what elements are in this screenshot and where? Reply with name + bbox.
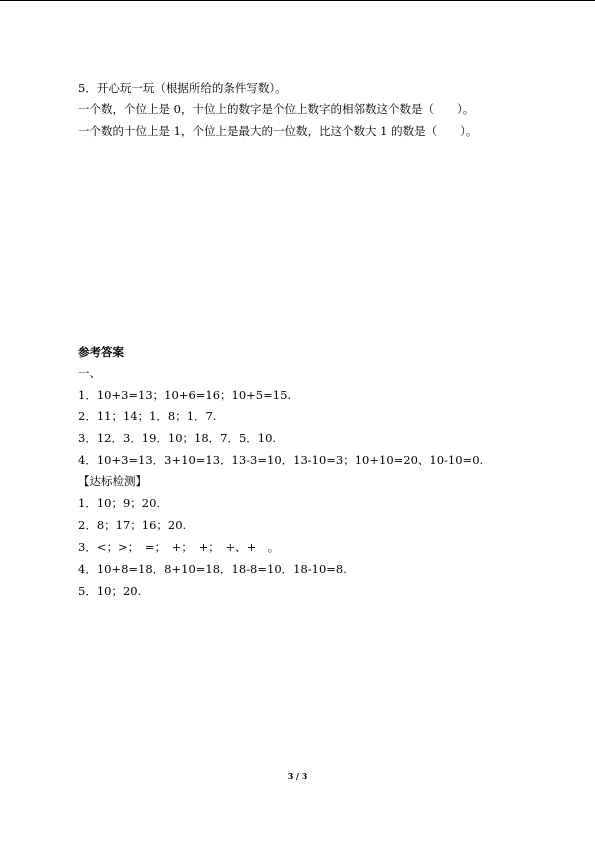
page-number: 3 / 3 bbox=[287, 771, 308, 781]
question-5-line-2: 一个数的十位上是 1，个位上是最大的一位数，比这个数大 1 的数是（ ）。 bbox=[78, 124, 478, 138]
answers-section2-label: 【达标检测】 bbox=[78, 474, 147, 488]
answer-line: 1．10；9；20. bbox=[78, 496, 161, 510]
top-rule bbox=[0, 0, 595, 1]
answers-heading: 参考答案 bbox=[78, 345, 124, 359]
answer-line: 2．8；17；16；20. bbox=[78, 518, 187, 532]
question-5-line-1: 一个数，个位上是 0，十位上的数字是个位上数字的相邻数这个数是（ ）。 bbox=[78, 102, 475, 116]
answers-part1-label: 一、 bbox=[78, 366, 101, 380]
question-5-title: 5．开心玩一玩（根据所给的条件写数）。 bbox=[78, 81, 287, 95]
answer-line: 3．<；>； =； +； +； +、+ 。 bbox=[78, 540, 280, 554]
answer-line: 2．11；14；1．8；1．7. bbox=[78, 409, 217, 423]
answer-line: 4．10+8=18．8+10=18．18-8=10．18-10=8. bbox=[78, 562, 347, 576]
answer-line: 1．10+3=13；10+6=16；10+5=15. bbox=[78, 388, 292, 402]
answer-line: 4．10+3=13．3+10=13．13-3=10．13-10=3；10+10=20、10-10=0. bbox=[78, 453, 484, 467]
answer-line: 3．12．3．19．10；18．7．5．10. bbox=[78, 431, 277, 445]
answer-line: 5．10；20. bbox=[78, 584, 142, 598]
